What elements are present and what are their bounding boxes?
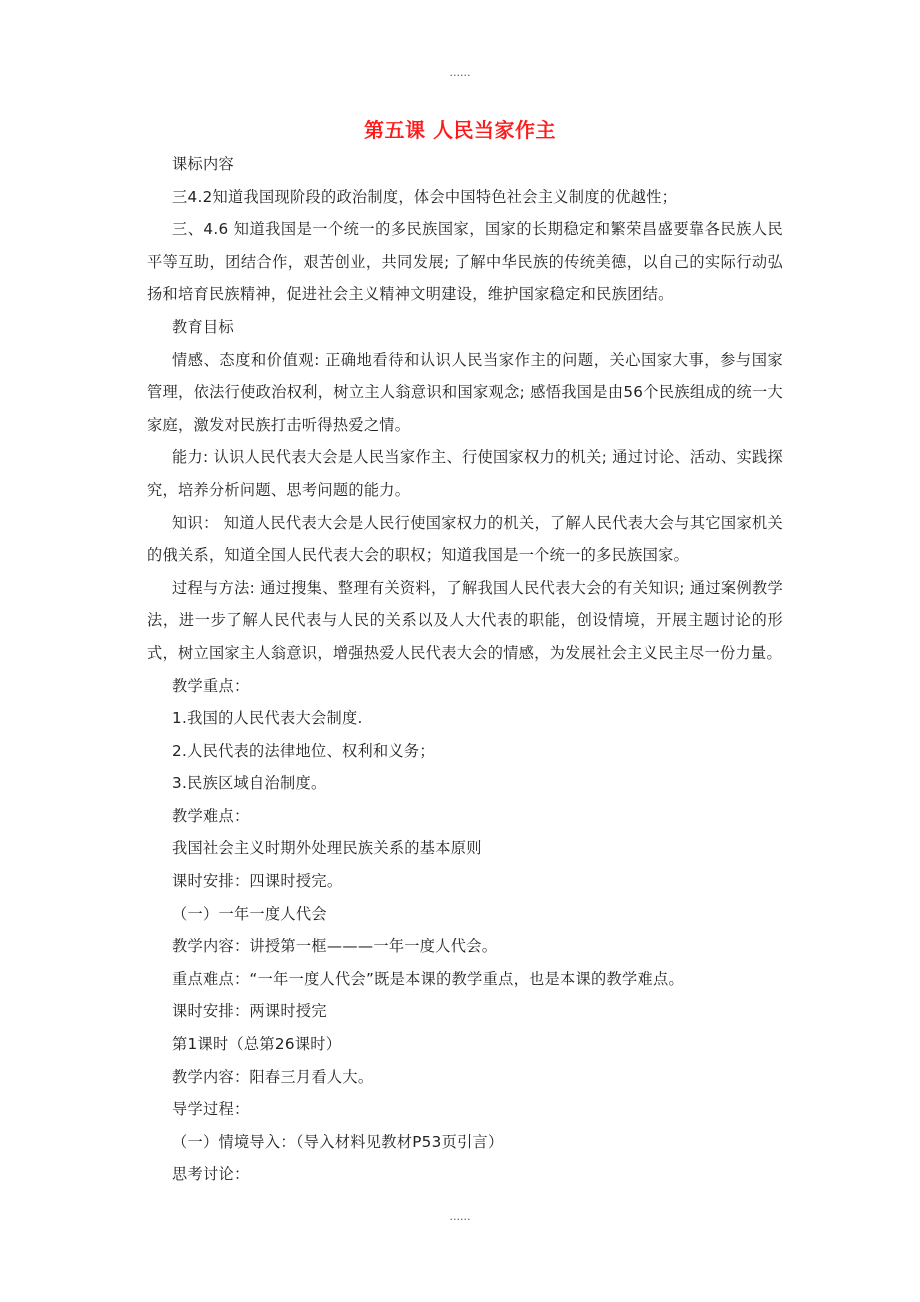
footer-dots: ...... (449, 1210, 471, 1223)
paragraph: 第1课时（总第26课时） (172, 1035, 342, 1054)
paragraph: （一）情境导入：（导入材料见教材P53页引言） (172, 1132, 504, 1151)
document-body (147, 148, 783, 1191)
paragraph: 教学难点： (172, 806, 250, 825)
paragraph: 1.我国的人民代表大会制度. (172, 709, 363, 728)
paragraph: 3.民族区域自治制度。 (172, 774, 327, 793)
paragraph: 教育目标 (172, 317, 234, 336)
paragraph: 教学内容：讲授第一框———一年一度人代会。 (172, 937, 498, 956)
paragraph: 思考讨论： (172, 1165, 250, 1184)
paragraph: 教学重点： (172, 676, 250, 695)
paragraph: 重点难点：“一年一度人代会”既是本课的教学重点，也是本课的教学难点。 (172, 969, 684, 988)
paragraph: 课时安排：两课时授完 (172, 1002, 327, 1021)
paragraph: 三4.2知道我国现阶段的政治制度，体会中国特色社会主义制度的优越性； (172, 187, 678, 206)
paragraph: 知识： 知道人民代表大会是人民行使国家权力的机关，了解人民代表大会与其它国家机关的俄关系，知道全国人民代表大会的职权；知道我国是一个统一的多民族国家。 (147, 513, 783, 565)
lesson-title: 第五课 人民当家作主 (364, 118, 556, 142)
paragraph: 2.人民代表的法律地位、权利和义务； (172, 741, 435, 760)
paragraph: 能力: 认识人民代表大会是人民当家作主、行使国家权力的机关; 通过讨论、活动、实践探究，培养分析问题、思考问题的能力。 (147, 448, 783, 499)
paragraph: 过程与方法: 通过搜集、整理有关资料，了解我国人民代表大会的有关知识; 通过案例教学法，进一步了解人民代表与人民的关系以及人大代表的职能，创设情境，开展主题讨论的形式，树立国家主人翁意识，增强热爱人民代表大会的情感，为发展社会主义民主尽一份力量。 (147, 578, 783, 662)
paragraph: 课标内容 (172, 155, 234, 173)
paragraph: 三、4.6 知道我国是一个统一的多民族国家，国家的长期稳定和繁荣昌盛要靠各民族人民平等互助，团结合作，艰苦创业，共同发展; 了解中华民族的传统美德，以自己的实际行动弘扬和培育民族精神，促进社会主义精神文明建设，维护国家稳定和民族团结。 (147, 220, 783, 304)
header-dots: ...... (449, 66, 471, 79)
paragraph: 教学内容：阳春三月看人大。 (172, 1067, 374, 1086)
paragraph: 情感、态度和价值观: 正确地看待和认识人民当家作主的问题，关心国家大事，参与国家管理，依法行使政治权利，树立主人翁意识和国家观念; 感悟我国是由56个民族组成的统一大家庭，激发对民族打击听得热爱之情。 (147, 350, 783, 434)
paragraph: （一）一年一度人代会 (172, 904, 327, 923)
paragraph: 导学过程： (172, 1100, 250, 1119)
paragraph: 我国社会主义时期外处理民族关系的基本原则 (172, 839, 482, 858)
paragraph: 课时安排：四课时授完。 (172, 872, 343, 891)
